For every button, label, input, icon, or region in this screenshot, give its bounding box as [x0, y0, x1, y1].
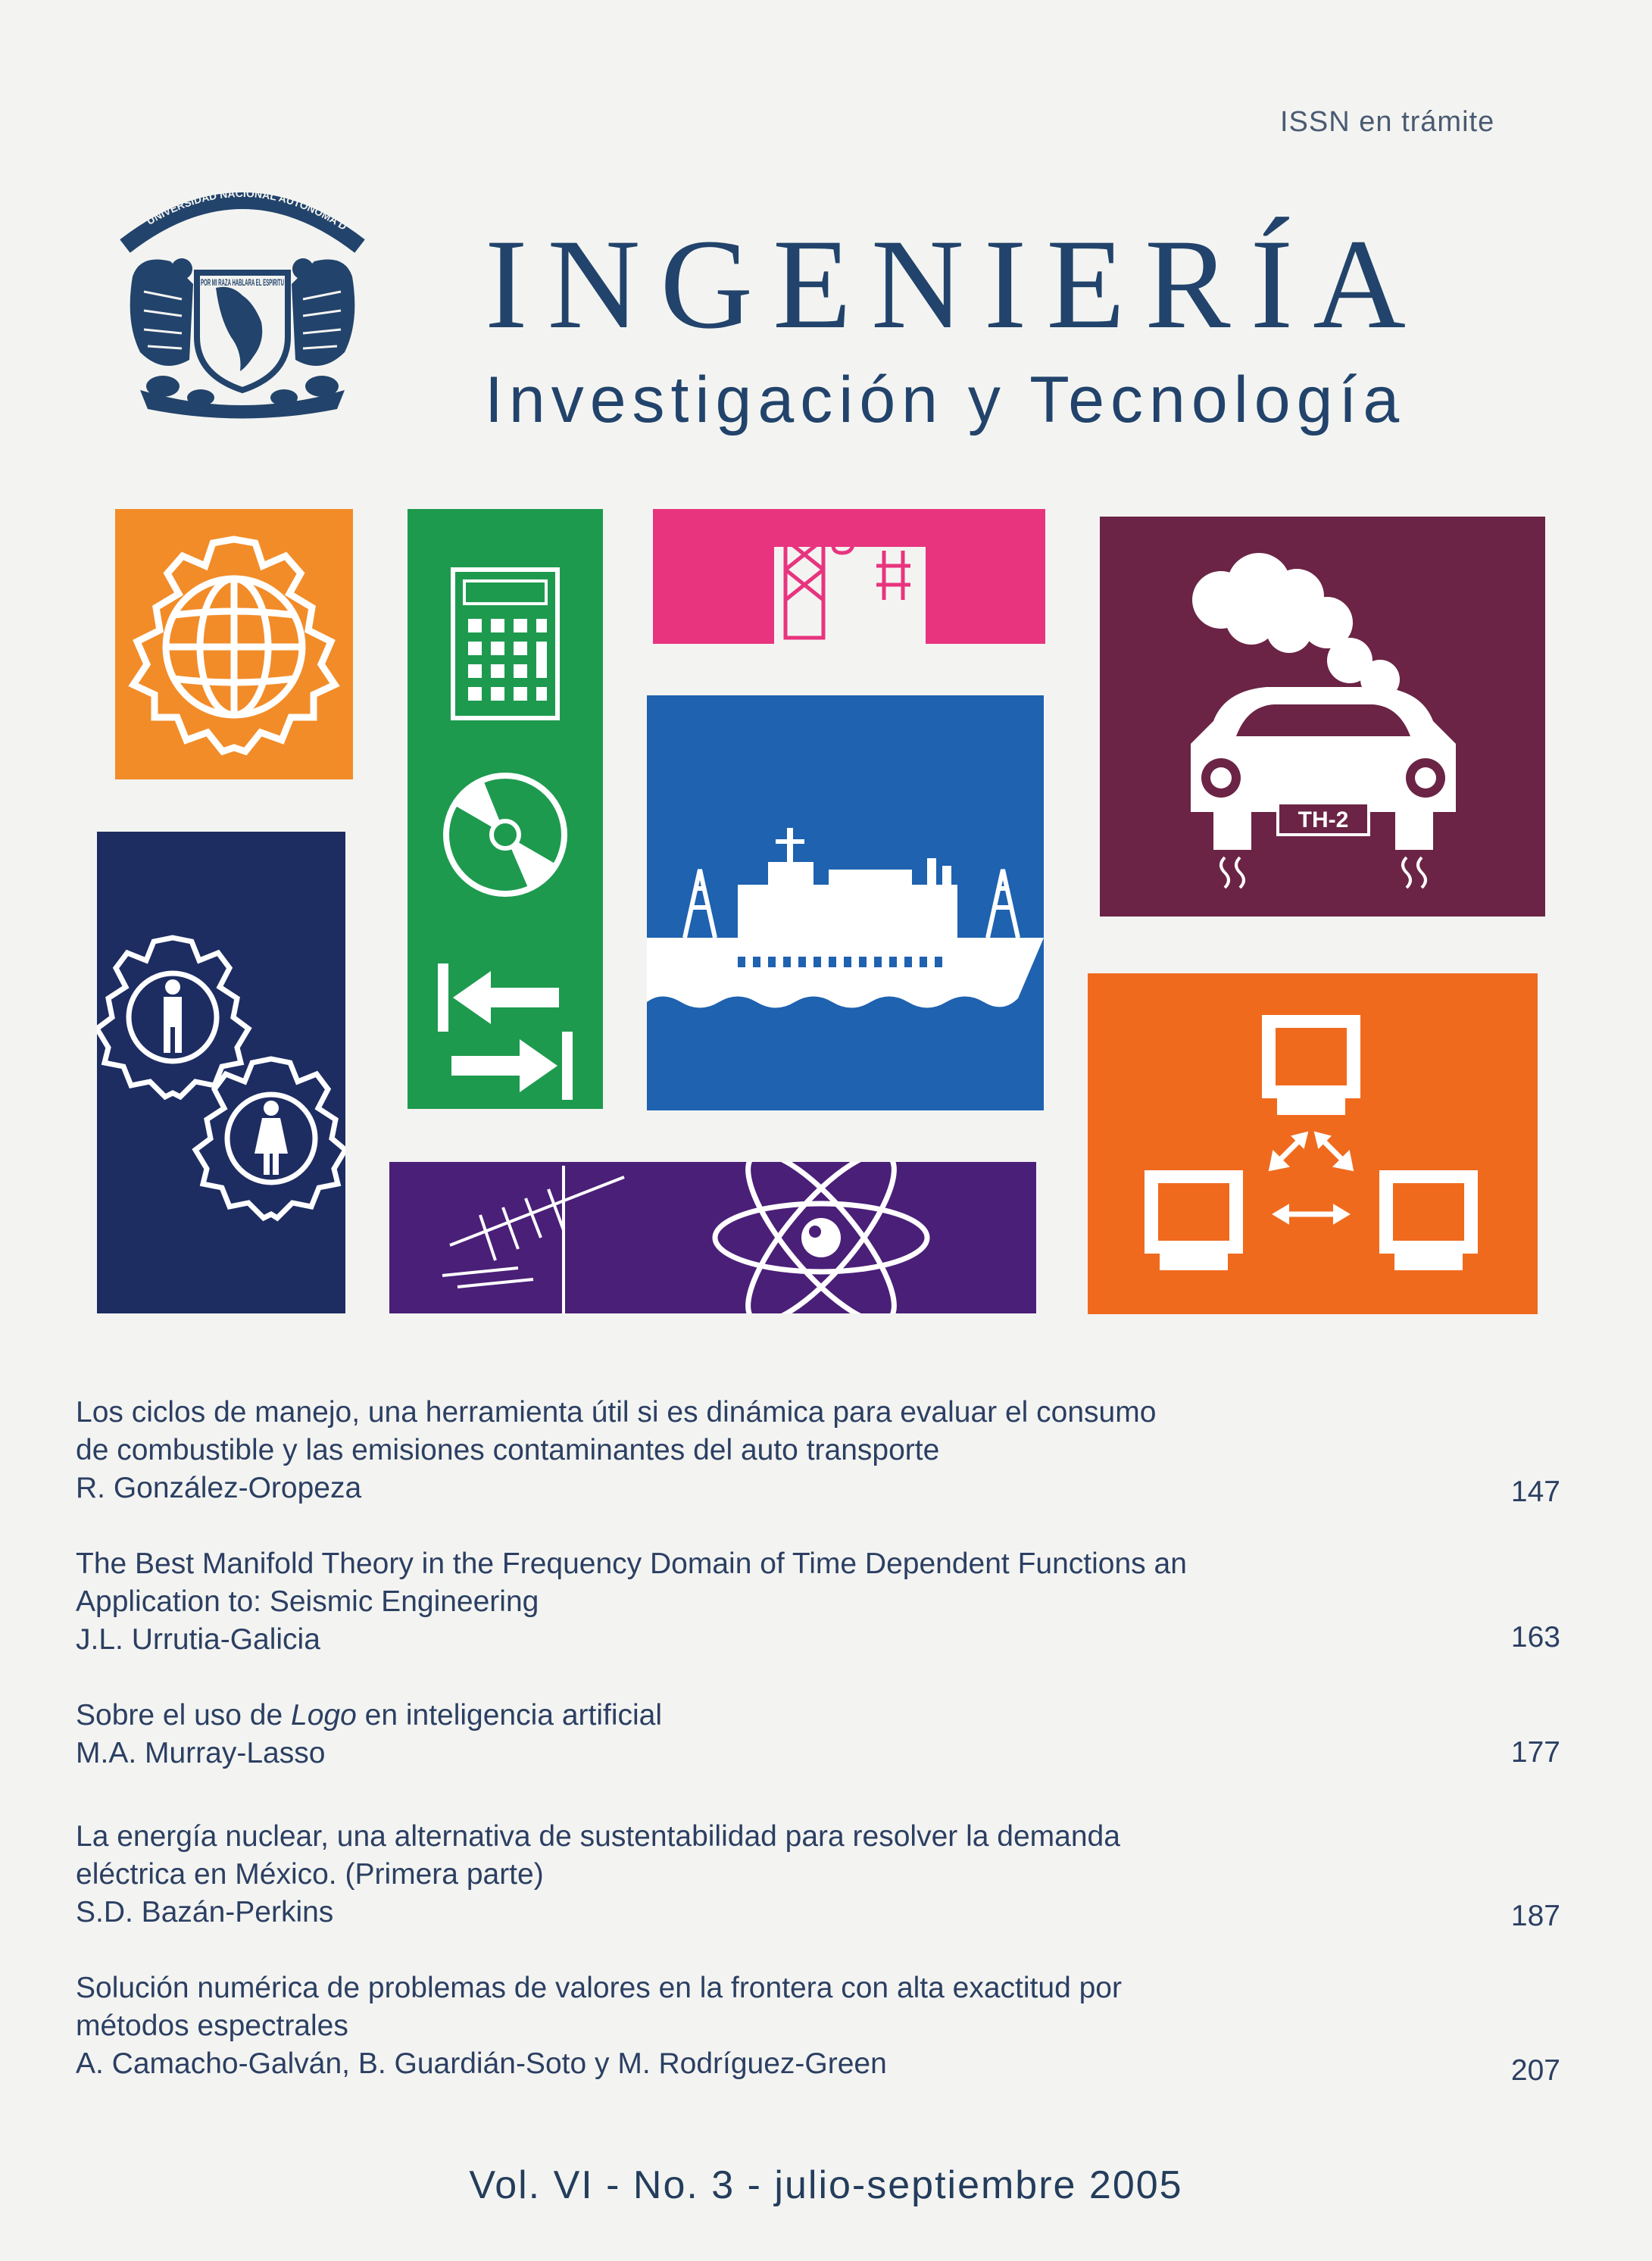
journal-subtitle: Investigación y Tecnología: [485, 364, 1406, 436]
people-gears-icon: [97, 832, 345, 1313]
orange-network-tile: [1088, 973, 1538, 1314]
cd-icon: [446, 776, 564, 894]
green-tile: [408, 509, 603, 1109]
entry-title-line: La energía nuclear, una alternativa de sustentabilidad para resolver la demanda: [76, 1820, 1120, 1853]
plum-car-tile: [1100, 517, 1545, 917]
entry-author: M.A. Murray-Lasso: [76, 1737, 326, 1769]
gear-globe-icon: [115, 509, 353, 779]
car-smoke-icon: [1100, 517, 1545, 917]
journal-title: INGENIERÍA: [485, 213, 1426, 355]
entry-title-line: Los ciclos de manejo, una herramienta útil si es dinámica para evaluar el consumo: [76, 1396, 1157, 1429]
entry-title-line: Application to: Seismic Engineering: [76, 1585, 539, 1618]
navy-people-tile: [97, 832, 345, 1313]
entry-title-line: métodos espectrales: [76, 2010, 348, 2042]
entry-author: R. González-Oropeza: [76, 1472, 362, 1504]
network-computers-icon: [1088, 973, 1538, 1314]
contents-entry-5[interactable]: [76, 1969, 1560, 2087]
unam-seal-icon: [110, 148, 375, 428]
contents-entry-3[interactable]: [76, 1697, 1560, 1772]
car-plate: TH-2: [1298, 807, 1349, 832]
calculator-icon: [453, 570, 557, 718]
contents-entry-2[interactable]: [76, 1545, 1560, 1659]
entry-page: 163: [1510, 1621, 1560, 1654]
entry-title-line: Solución numérica de problemas de valores en la frontera con alta exactitud por: [76, 1972, 1122, 2004]
seal-motto: POR MI RAZA HABLARA EL ESPIRITU: [201, 277, 284, 288]
contents-entry-1[interactable]: [76, 1394, 1560, 1507]
pink-crane-tile: [653, 509, 1045, 644]
issue-footer: Vol. VI - No. 3 - julio-septiembre 2005: [469, 2163, 1183, 2207]
entry-author: A. Camacho-Galván, B. Guardián-Soto y M. Rodríguez-Green: [76, 2047, 887, 2080]
entry-title-line: Sobre el uso de Logo en inteligencia artificial: [76, 1699, 663, 1732]
blue-ship-tile: [647, 695, 1044, 1110]
crane-icon: [653, 509, 1045, 644]
entry-page: 187: [1510, 1900, 1560, 1932]
purple-atom-tile: [389, 1162, 1036, 1313]
ship-icon: [647, 695, 1044, 1110]
entry-title-line: eléctrica en México. (Primera parte): [76, 1858, 544, 1891]
entry-page: 177: [1510, 1736, 1560, 1769]
entry-author: J.L. Urrutia-Galicia: [76, 1623, 320, 1656]
entry-title-italic: Logo: [291, 1699, 357, 1732]
issn-label: ISSN en trámite: [1280, 106, 1495, 138]
calculator-cd-arrows-icons: [408, 509, 603, 1109]
entry-page: 147: [1510, 1476, 1560, 1508]
gear-globe-tile: [115, 509, 353, 779]
contents-entry-4[interactable]: [76, 1818, 1560, 1932]
entry-author: S.D. Bazán-Perkins: [76, 1896, 334, 1928]
entry-title-line: The Best Manifold Theory in the Frequency Domain of Time Dependent Functions an: [76, 1547, 1187, 1580]
antenna-atom-icon: [389, 1162, 1036, 1313]
entry-page: 207: [1510, 2054, 1560, 2087]
entry-title-line: de combustible y las emisiones contaminantes del auto transporte: [76, 1434, 940, 1466]
smoke-icon: [1192, 553, 1400, 699]
antenna-icon: [442, 1166, 624, 1313]
arrows-icon: [438, 963, 573, 1100]
seal-text: UNIVERSIDAD NACIONAL AUTONOMA D: [144, 186, 350, 233]
